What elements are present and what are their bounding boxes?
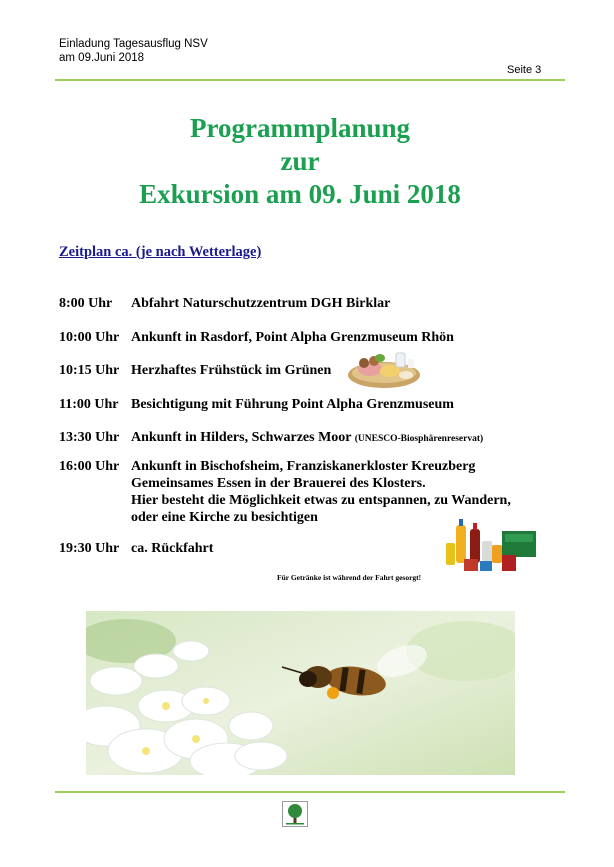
schedule-text: Abfahrt Naturschutzzentrum DGH Birklar	[131, 296, 391, 311]
schedule-text-line: Ankunft in Bischofsheim, Franziskanerkloster Kreuzberg	[131, 459, 476, 474]
bee-flowers-photo	[86, 611, 515, 775]
schedule-text-main: Ankunft in Hilders, Schwarzes Moor	[131, 430, 352, 445]
drinks-image	[444, 519, 540, 577]
schedule-text	[131, 458, 511, 526]
schedule-time: 8:00 Uhr	[59, 296, 113, 311]
title-line-2: zur	[280, 146, 320, 176]
schedule-time: 11:00 Uhr	[59, 397, 119, 412]
organization-logo	[282, 801, 308, 827]
header-date: am 09.Juni 2018	[59, 52, 145, 64]
page-title	[0, 112, 600, 211]
header-divider	[55, 79, 565, 81]
schedule-text	[131, 429, 483, 448]
header-title: Einladung Tagesausflug NSV	[59, 38, 208, 50]
schedule-text-line: oder eine Kirche zu besichtigen	[131, 510, 318, 525]
schedule-time: 19:30 Uhr	[59, 541, 120, 556]
schedule-text: Herzhaftes Frühstück im Grünen	[131, 363, 332, 378]
schedule-heading: Zeitplan ca. (je nach Wetterlage)	[59, 244, 262, 260]
title-line-3: Exkursion am 09. Juni 2018	[139, 179, 461, 209]
schedule-time: 10:00 Uhr	[59, 330, 120, 345]
schedule-text: Besichtigung mit Führung Point Alpha Grenzmuseum	[131, 397, 454, 412]
schedule-time: 10:15 Uhr	[59, 363, 120, 378]
drinks-note: Für Getränke ist während der Fahrt gesorgt!	[277, 573, 422, 582]
schedule-text: Ankunft in Rasdorf, Point Alpha Grenzmuseum Rhön	[131, 330, 454, 345]
schedule-note: (UNESCO-Biosphärenreservat)	[354, 434, 484, 444]
document-header	[59, 37, 208, 65]
page-number: Seite 3	[507, 64, 542, 76]
schedule-text: ca. Rückfahrt	[131, 541, 214, 556]
title-line-1: Programmplanung	[189, 113, 411, 143]
schedule-text-line: Hier besteht die Möglichkeit etwas zu entspannen, zu Wandern,	[131, 493, 511, 508]
footer-divider	[55, 791, 565, 793]
schedule-time: 16:00 Uhr	[59, 459, 120, 474]
schedule-text-line: Gemeinsames Essen in der Brauerei des Klosters.	[131, 476, 426, 491]
breakfast-platter-image	[346, 349, 422, 389]
schedule-time: 13:30 Uhr	[59, 430, 120, 445]
